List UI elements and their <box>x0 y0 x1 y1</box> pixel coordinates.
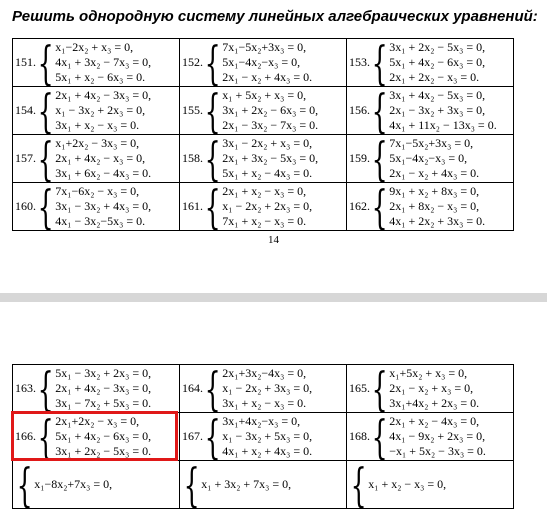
brace-icon: { <box>37 182 54 231</box>
equation-system <box>222 184 312 229</box>
equation-system <box>389 414 486 459</box>
brace-icon: { <box>371 412 388 461</box>
equation: 3x₁+4x₂−x₃ = 0, <box>222 414 301 428</box>
system-cell <box>347 413 514 461</box>
highlight-box <box>11 411 178 461</box>
system-cell <box>13 39 180 87</box>
equation-system <box>222 414 312 459</box>
equation-system <box>34 477 112 492</box>
brace-icon: { <box>204 134 221 183</box>
equation: x₁ − 3x₂ + 2x₃ = 0, <box>55 103 146 117</box>
equation: 3x₁ − 7x₂ + 5x₃ = 0. <box>55 396 152 410</box>
equation: 2x₁ + 4x₂ − 3x₃ = 0, <box>55 88 152 102</box>
problem-number: 166. <box>15 429 36 443</box>
equation: 5x₁ − 3x₂ + 2x₃ = 0, <box>55 366 152 380</box>
equation: 5x₁−4x₂−x₃ = 0, <box>389 151 468 165</box>
equation: 5x₁−4x₂−x₃ = 0, <box>222 55 301 69</box>
equation: 2x₁ − 3x₂ − 7x₃ = 0. <box>222 118 319 132</box>
equation: 2x₁ + x₂ − x₃ = 0, <box>222 184 307 198</box>
system-cell <box>347 87 514 135</box>
equation-system <box>201 477 291 492</box>
system-cell <box>180 87 347 135</box>
equation: 4x₁ − 9x₂ + 2x₃ = 0, <box>389 429 486 443</box>
problem-number: 158. <box>182 151 203 165</box>
system-cell <box>180 461 347 509</box>
system-cell <box>13 365 180 413</box>
equation: 7x₁−5x₂+3x₃ = 0, <box>389 136 474 150</box>
equation: 2x₁ − x₂ + 4x₃ = 0. <box>389 166 480 180</box>
equation: 5x₁ + x₂ − 4x₃ = 0. <box>222 166 313 180</box>
problem-number: 156. <box>349 103 370 117</box>
table-row <box>13 461 514 509</box>
equation-system <box>55 88 151 133</box>
equation: 2x₁ + 4x₂ − x₃ = 0, <box>55 151 146 165</box>
system-cell <box>13 87 180 135</box>
brace-icon: { <box>204 86 221 135</box>
equation: 2x₁ + 3x₂ − 5x₃ = 0, <box>222 151 319 165</box>
equation: 2x₁ − x₂ + 4x₃ = 0. <box>222 70 313 84</box>
brace-icon: { <box>16 460 33 509</box>
problem-number: 160. <box>15 199 36 213</box>
equation: 2x₁+3x₂−4x₃ = 0, <box>222 366 307 380</box>
table-row <box>13 135 514 183</box>
equation: 3x₁ + 6x₂ − 4x₃ = 0. <box>55 166 152 180</box>
equation: 4x₁ + 3x₂ − 7x₃ = 0, <box>55 55 152 69</box>
system-cell <box>347 183 514 231</box>
equation: 3x₁ + 2x₂ − 6x₃ = 0, <box>222 103 319 117</box>
equation: 2x₁ + 2x₂ − x₃ = 0. <box>389 70 480 84</box>
system-cell <box>347 135 514 183</box>
equation-system <box>389 136 479 181</box>
equation: 4x₁ + 11x₂ − 13x₃ = 0. <box>389 118 497 132</box>
problem-number: 153. <box>349 55 370 69</box>
equation: 2x₁ + x₂ − 4x₃ = 0, <box>389 414 480 428</box>
equation-system <box>55 184 151 229</box>
equation: x₁−2x₂ + x₃ = 0, <box>55 40 134 54</box>
equation: −x₁ + 5x₂ − 3x₃ = 0. <box>389 444 486 458</box>
equation: x₁ + 5x₂ + x₃ = 0, <box>222 88 307 102</box>
equation: 3x₁ + 4x₂ − 5x₃ = 0, <box>389 88 486 102</box>
equation-system <box>55 40 151 85</box>
equation-system <box>222 40 312 85</box>
equation-system <box>222 136 318 181</box>
problem-number: 161. <box>182 199 203 213</box>
equation: 3x₁ − 3x₂ + 4x₃ = 0, <box>55 199 152 213</box>
system-cell <box>13 461 180 509</box>
equation: x₁+5x₂ + x₃ = 0, <box>389 366 468 380</box>
equation-system <box>389 366 479 411</box>
system-cell <box>180 365 347 413</box>
equation-system <box>389 184 485 229</box>
equation: x₁ + 3x₂ + 7x₃ = 0, <box>201 477 292 491</box>
brace-icon: { <box>371 182 388 231</box>
brace-icon: { <box>37 412 54 461</box>
equation-system <box>222 366 312 411</box>
problem-number: 164. <box>182 381 203 395</box>
brace-icon: { <box>350 460 367 509</box>
equation-system <box>222 88 318 133</box>
equation: 4x₁ + x₂ + 4x₃ = 0. <box>222 444 313 458</box>
brace-icon: { <box>37 364 54 413</box>
brace-icon: { <box>371 134 388 183</box>
system-cell <box>347 461 514 509</box>
equation: 7x₁−6x₂ − x₃ = 0, <box>55 184 140 198</box>
system-cell <box>347 365 514 413</box>
equation: 3x₁+4x₂ + 2x₃ = 0. <box>389 396 480 410</box>
equation-system <box>368 477 446 492</box>
equation: 3x₁ + x₂ − x₃ = 0. <box>55 118 140 132</box>
equation-system <box>389 88 496 133</box>
problem-number: 151. <box>15 55 36 69</box>
problem-number: 167. <box>182 429 203 443</box>
problem-number: 165. <box>349 381 370 395</box>
equation: 2x₁ + 4x₂ − 3x₃ = 0, <box>55 381 152 395</box>
brace-icon: { <box>204 364 221 413</box>
problem-number: 154. <box>15 103 36 117</box>
equation: x₁+2x₂ − 3x₃ = 0, <box>55 136 140 150</box>
equation-system <box>389 40 485 85</box>
equation: 4x₁ + 2x₂ + 3x₃ = 0. <box>389 214 486 228</box>
brace-icon: { <box>204 38 221 87</box>
page-heading: Решить однородную систему линейных алгебраических уравнений: <box>12 8 538 25</box>
problem-number: 163. <box>15 381 36 395</box>
brace-icon: { <box>37 86 54 135</box>
page-number: 14 <box>268 234 279 246</box>
problem-number: 159. <box>349 151 370 165</box>
equation: x₁ + x₂ − x₃ = 0, <box>368 477 447 491</box>
equation: 5x₁ + 4x₂ − 6x₃ = 0, <box>55 429 152 443</box>
table-row <box>13 183 514 231</box>
problem-number: 168. <box>349 429 370 443</box>
brace-icon: { <box>183 460 200 509</box>
systems-table-top <box>12 38 514 231</box>
system-cell <box>180 39 347 87</box>
brace-icon: { <box>37 38 54 87</box>
equation: 3x₁ + x₂ − x₃ = 0. <box>222 396 307 410</box>
equation: 2x₁ − 3x₂ + 3x₃ = 0, <box>389 103 486 117</box>
equation: 2x₁ − x₂ + x₃ = 0, <box>389 381 474 395</box>
brace-icon: { <box>37 134 54 183</box>
equation: 3x₁ + 2x₂ − 5x₃ = 0, <box>389 40 486 54</box>
equation: 2x₁ + 8x₂ − x₃ = 0, <box>389 199 480 213</box>
equation: 3x₁ − 2x₂ + x₃ = 0, <box>222 136 313 150</box>
equation: 7x₁ + x₂ − x₃ = 0. <box>222 214 307 228</box>
equation-system <box>55 366 151 411</box>
equation: x₁ − 2x₂ + 2x₃ = 0, <box>222 199 313 213</box>
equation: 2x₁+2x₂ − x₃ = 0, <box>55 414 140 428</box>
brace-icon: { <box>371 86 388 135</box>
problem-number: 152. <box>182 55 203 69</box>
brace-icon: { <box>204 182 221 231</box>
system-cell <box>180 135 347 183</box>
problem-number: 162. <box>349 199 370 213</box>
system-cell <box>13 183 180 231</box>
equation: x₁ − 3x₂ + 5x₃ = 0, <box>222 429 313 443</box>
table-row <box>13 39 514 87</box>
problem-number: 155. <box>182 103 203 117</box>
equation: 4x₁ − 3x₂−5x₃ = 0. <box>55 214 146 228</box>
equation: 7x₁−5x₂+3x₃ = 0, <box>222 40 307 54</box>
table-row <box>13 365 514 413</box>
problem-number: 157. <box>15 151 36 165</box>
system-cell <box>180 183 347 231</box>
equation: 5x₁ + x₂ − 6x₃ = 0. <box>55 70 146 84</box>
brace-icon: { <box>371 364 388 413</box>
brace-icon: { <box>371 38 388 87</box>
equation: x₁ − 2x₂ + 3x₃ = 0, <box>222 381 313 395</box>
system-cell <box>347 39 514 87</box>
table-row <box>13 87 514 135</box>
equation: x₁−8x₂+7x₃ = 0, <box>34 477 113 491</box>
brace-icon: { <box>204 412 221 461</box>
equation: 5x₁ + 4x₂ − 6x₃ = 0, <box>389 55 486 69</box>
system-cell <box>13 135 180 183</box>
equation-system <box>55 136 151 181</box>
equation: 3x₁ + 2x₂ − 5x₃ = 0. <box>55 444 152 458</box>
page-separator <box>0 293 547 302</box>
equation: 9x₁ + x₂ + 8x₃ = 0, <box>389 184 480 198</box>
system-cell <box>180 413 347 461</box>
